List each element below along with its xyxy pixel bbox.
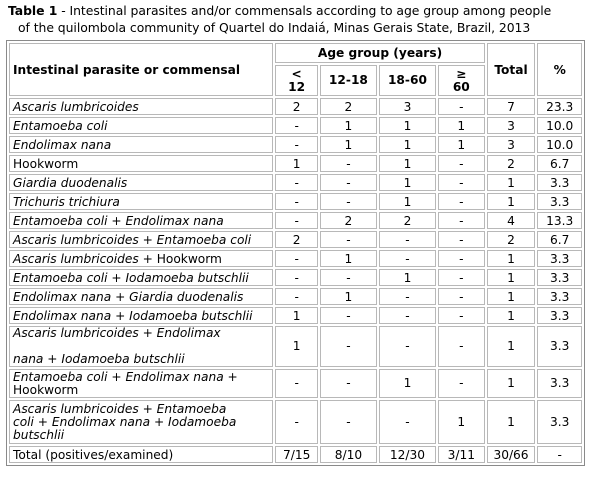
cell-total: 1 [487, 369, 536, 398]
cell-age-12-18: 1 [320, 288, 377, 305]
cell-age-18-60: - [379, 288, 436, 305]
cell-age-18-60: 1 [379, 193, 436, 210]
table-footer-row [9, 446, 582, 463]
cell-percent: 3.3 [537, 400, 582, 444]
table-caption [8, 2, 588, 36]
cell-age-under-12: - [275, 269, 318, 286]
cell-percent: 3.3 [537, 250, 582, 267]
cell-age-18-60: - [379, 400, 436, 444]
table-row [9, 326, 582, 367]
cell-age-under-12: - [275, 369, 318, 398]
header-age-12-18: 12-18 [320, 65, 377, 96]
cell-age-under-12: - [275, 136, 318, 153]
cell-age-60-plus: 1 [438, 136, 485, 153]
cell-age-60-plus: 1 [438, 400, 485, 444]
cell-age-18-60: 1 [379, 269, 436, 286]
table-row [9, 231, 582, 248]
cell-age-12-18: 1 [320, 250, 377, 267]
parasite-name: Giardia duodenalis [9, 174, 273, 191]
cell-percent: 13.3 [537, 212, 582, 229]
caption-text-line-1: - Intestinal parasites and/or commensals according to age group among people [57, 3, 552, 18]
parasite-name: Entamoeba coli [9, 117, 273, 134]
cell-age-18-60: 1 [379, 117, 436, 134]
table-row [9, 117, 582, 134]
cell-age-18-60: - [379, 307, 436, 324]
table-row [9, 136, 582, 153]
cell-age-18-60: 2 [379, 212, 436, 229]
header-total: Total [487, 43, 536, 96]
cell-age-under-12: - [275, 212, 318, 229]
cell-total: 1 [487, 193, 536, 210]
cell-percent: 3.3 [537, 288, 582, 305]
cell-total: 2 [487, 231, 536, 248]
cell-age-60-plus: - [438, 250, 485, 267]
cell-age-under-12: - [275, 117, 318, 134]
cell-total: 1 [487, 269, 536, 286]
cell-age-18-60: 1 [379, 136, 436, 153]
cell-age-under-12: 1 [275, 326, 318, 367]
table-row [9, 288, 582, 305]
table-row [9, 250, 582, 267]
table-row [9, 174, 582, 191]
cell-total: 1 [487, 326, 536, 367]
table-row [9, 212, 582, 229]
cell-percent: 6.7 [537, 231, 582, 248]
cell-age-under-12: 2 [275, 98, 318, 115]
footer-age-60-plus: 3/11 [438, 446, 485, 463]
cell-age-12-18: 2 [320, 98, 377, 115]
cell-age-60-plus: - [438, 369, 485, 398]
header-age-60-plus [438, 65, 485, 96]
cell-total: 3 [487, 117, 536, 134]
cell-age-18-60: 3 [379, 98, 436, 115]
parasite-name [9, 326, 273, 367]
cell-age-60-plus: - [438, 174, 485, 191]
cell-total: 1 [487, 288, 536, 305]
header-age-18-60: 18-60 [379, 65, 436, 96]
cell-age-60-plus: - [438, 288, 485, 305]
parasite-name: Entamoeba coli + Endolimax nana [9, 212, 273, 229]
cell-age-under-12: - [275, 193, 318, 210]
cell-age-12-18: 2 [320, 212, 377, 229]
parasite-name [9, 400, 273, 444]
parasite-name [9, 369, 273, 398]
header-parasite: Intestinal parasite or commensal [9, 43, 273, 96]
parasite-name [9, 250, 273, 267]
footer-percent: - [537, 446, 582, 463]
header-age-under-12 [275, 65, 318, 96]
footer-age-under-12: 7/15 [275, 446, 318, 463]
cell-age-under-12: 1 [275, 307, 318, 324]
parasite-name: Entamoeba coli + Iodamoeba butschlii [9, 269, 273, 286]
cell-age-18-60: 1 [379, 174, 436, 191]
cell-total: 4 [487, 212, 536, 229]
table-row [9, 193, 582, 210]
cell-age-under-12: 2 [275, 231, 318, 248]
header-age-group: Age group (years) [275, 43, 484, 63]
header-age-under-12-symbol: < [291, 66, 302, 81]
header-percent: % [537, 43, 582, 96]
parasite-name-line-1: Ascaris lumbricoides + Entamoeba [13, 401, 227, 416]
footer-total: 30/66 [487, 446, 536, 463]
cell-percent: 3.3 [537, 174, 582, 191]
table-row [9, 400, 582, 444]
parasite-name-line-1: Ascaris lumbricoides + Endolimax [13, 326, 221, 340]
parasite-name: Endolimax nana [9, 136, 273, 153]
table-row [9, 155, 582, 172]
cell-percent: 3.3 [537, 193, 582, 210]
header-age-60-plus-value: 60 [452, 79, 470, 94]
parasite-name-line-1: Entamoeba coli + Endolimax nana + [13, 369, 238, 384]
table-row [9, 98, 582, 115]
parasite-name-line-3: butschlii [13, 427, 65, 442]
cell-age-under-12: - [275, 400, 318, 444]
cell-age-60-plus: 1 [438, 117, 485, 134]
cell-age-60-plus: - [438, 155, 485, 172]
cell-total: 2 [487, 155, 536, 172]
cell-age-60-plus: - [438, 307, 485, 324]
cell-age-12-18: 1 [320, 117, 377, 134]
cell-age-60-plus: - [438, 231, 485, 248]
cell-age-12-18: - [320, 269, 377, 286]
cell-percent: 3.3 [537, 369, 582, 398]
cell-percent: 3.3 [537, 269, 582, 286]
caption-text-line-2: of the quilombola community of Quartel do Indaiá, Minas Gerais State, Brazil, 2013 [18, 20, 531, 35]
parasite-name-line-2-text: nana + Iodamoeba butschlii [13, 352, 185, 366]
cell-percent: 10.0 [537, 136, 582, 153]
parasite-table [6, 40, 585, 466]
parasite-name: Hookworm [9, 155, 273, 172]
cell-age-60-plus: - [438, 212, 485, 229]
cell-total: 1 [487, 174, 536, 191]
cell-age-18-60: - [379, 231, 436, 248]
cell-percent: 3.3 [537, 307, 582, 324]
cell-percent: 6.7 [537, 155, 582, 172]
cell-age-60-plus: - [438, 326, 485, 367]
parasite-name: Endolimax nana + Giardia duodenalis [9, 288, 273, 305]
parasite-name-line-2 [13, 340, 269, 366]
parasite-name-full: + Hookworm [138, 251, 222, 266]
cell-total: 1 [487, 307, 536, 324]
cell-age-12-18: - [320, 231, 377, 248]
cell-total: 1 [487, 400, 536, 444]
parasite-name-part: Ascaris lumbricoides [13, 251, 139, 266]
parasite-name: Ascaris lumbricoides [9, 98, 273, 115]
table-row [9, 307, 582, 324]
cell-percent: 3.3 [537, 326, 582, 367]
cell-age-under-12: - [275, 174, 318, 191]
cell-age-12-18: - [320, 174, 377, 191]
cell-age-18-60: 1 [379, 369, 436, 398]
cell-percent: 23.3 [537, 98, 582, 115]
cell-age-60-plus: - [438, 98, 485, 115]
cell-age-60-plus: - [438, 193, 485, 210]
cell-total: 1 [487, 250, 536, 267]
table-row [9, 369, 582, 398]
cell-age-12-18: - [320, 326, 377, 367]
header-age-60-plus-symbol: ≥ [456, 66, 467, 81]
cell-total: 7 [487, 98, 536, 115]
cell-age-under-12: 1 [275, 155, 318, 172]
footer-label: Total (positives/examined) [9, 446, 273, 463]
footer-age-12-18: 8/10 [320, 446, 377, 463]
cell-age-under-12: - [275, 288, 318, 305]
cell-percent: 10.0 [537, 117, 582, 134]
parasite-name-line-2: Hookworm [13, 382, 79, 397]
cell-age-18-60: - [379, 326, 436, 367]
cell-age-18-60: - [379, 250, 436, 267]
cell-age-12-18: - [320, 193, 377, 210]
cell-age-18-60: 1 [379, 155, 436, 172]
parasite-name-line-2: coli + Endolimax nana + Iodamoeba [13, 414, 237, 429]
cell-age-under-12: - [275, 250, 318, 267]
parasite-name: Ascaris lumbricoides + Entamoeba coli [9, 231, 273, 248]
parasite-name: Trichuris trichiura [9, 193, 273, 210]
cell-age-60-plus: - [438, 269, 485, 286]
parasite-name: Endolimax nana + Iodamoeba butschlii [9, 307, 273, 324]
cell-total: 3 [487, 136, 536, 153]
cell-age-12-18: 1 [320, 136, 377, 153]
table-number: Table 1 [8, 3, 58, 18]
cell-age-12-18: - [320, 369, 377, 398]
cell-age-12-18: - [320, 307, 377, 324]
table-row [9, 269, 582, 286]
header-age-under-12-value: 12 [288, 79, 306, 94]
cell-age-12-18: - [320, 400, 377, 444]
footer-age-18-60: 12/30 [379, 446, 436, 463]
cell-age-12-18: - [320, 155, 377, 172]
